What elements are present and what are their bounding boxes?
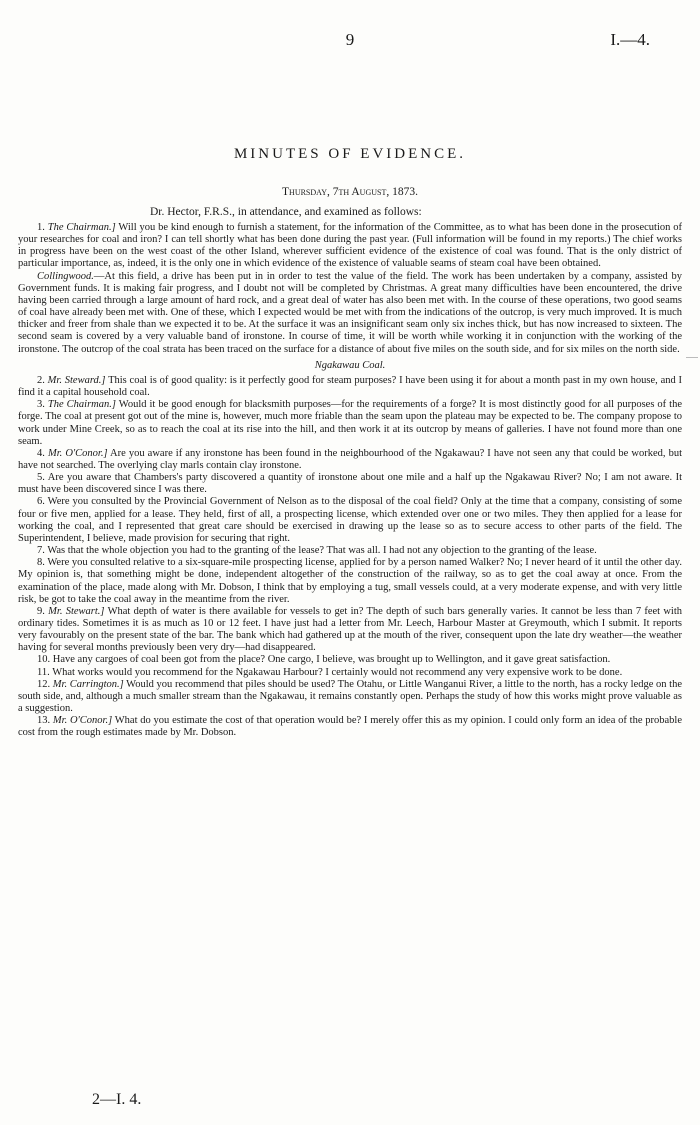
question-number: 7. <box>37 545 45 557</box>
page-title: MINUTES OF EVIDENCE. <box>233 146 467 162</box>
question-number: 5. <box>37 472 45 484</box>
speaker-name: The Chairman.] <box>47 222 116 233</box>
footer-signature: 2—I. 4. <box>92 1091 142 1108</box>
question-number: 10. <box>37 654 51 666</box>
witness-line: Dr. Hector, F.R.S., in attendance, and examined as follows: <box>150 206 422 218</box>
question-number: 9. <box>37 605 45 617</box>
section-heading: Ngakawau Coal. <box>314 359 386 371</box>
evidence-paragraph <box>18 679 682 715</box>
question-number: 11. <box>37 666 50 678</box>
evidence-paragraph <box>18 545 682 557</box>
evidence-paragraph <box>18 472 682 496</box>
paragraph-text: Were you consulted relative to a six-square-mile prospecting license, applied for by a person named Walker? No; I never heard of it until the other day. My opinion is, that something might be done, independent altogether of the construction of the railway, so as to get the coal away at once. From the examination of the place, made along with Mr. Dobson, I think that by employing a tug, small vessels could, at a very moderate expense, and with very little risk, be got to take the coal away in the meantime from the river. <box>18 557 682 605</box>
page-reference: I.—4. <box>610 30 650 49</box>
speaker-name: Collingwood. <box>37 270 94 282</box>
sitting-date: Thursday, 7th August, 1873. <box>282 186 418 198</box>
evidence-paragraph <box>18 222 682 271</box>
speaker-name: Mr. Carrington.] <box>52 678 124 690</box>
evidence-body <box>18 222 682 740</box>
speaker-name: Mr. O'Conor.] <box>52 715 113 727</box>
speaker-name: Mr. Stewart.] <box>48 605 105 617</box>
evidence-paragraph <box>18 496 682 545</box>
paragraph-text: Was that the whole objection you had to the granting of the lease? That was all. I had not any objection to the granting of the lease. <box>47 545 597 557</box>
evidence-paragraph <box>18 606 682 655</box>
question-number: 6. <box>37 496 45 508</box>
evidence-paragraph <box>18 448 682 472</box>
paragraph-text: What depth of water is there available for vessels to get in? The depth of such bars generally varies. It cannot be less than 7 feet with ordinary tides. Sometimes it is as much as 10 or 12 feet. I have just had a letter from Mr. Leech, Harbour Master at Greymouth, which I submit. It reports very favourably on the present state of the bar. The bank which had gathered up at the mouth of the river, consequent upon the late dry weather—the weather having for several months previously been very dry—had disappeared. <box>18 605 683 654</box>
question-number: 8. <box>37 557 45 569</box>
evidence-paragraph <box>18 271 682 356</box>
paragraph-text: What do you estimate the cost of that operation would be? I merely offer this as my opinion. I could only form an idea of the probable cost from the rough estimates made by Mr. Dobson. <box>18 715 682 739</box>
speaker-name: Mr. O'Conor.] <box>47 447 108 459</box>
paragraph-text: Have any cargoes of coal been got from the place? One cargo, I believe, was brought up to Wellington, and it gave great satisfaction. <box>52 654 611 666</box>
evidence-paragraph <box>18 557 682 606</box>
question-number: 2. <box>37 374 45 386</box>
evidence-paragraph <box>18 375 682 399</box>
paragraph-text: This coal is of good quality: is it perfectly good for steam purposes? I have been using it for about a month past in my own house, and I find it a capital household coal. <box>18 374 683 399</box>
paragraph-text: Were you consulted by the Provincial Government of Nelson as to the disposal of the coal field? Only at the time that a company, consisting of some four or five men, applied for a lease. They held, first of all, a prospecting license, which extended over one or two miles. They then applied for a lease for working the coal, and I represented that great care should be exercised in drawing up the lease so as to secure access to other parts of the field. The Superintendent, I believe, made provision for securing that right. <box>18 496 682 544</box>
paragraph-text: Are you aware that Chambers's party discovered a quantity of ironstone about one mile and a half up the Ngakawau River? No; I am not aware. It must have been discovered since I was there. <box>18 472 683 496</box>
speaker-name: The Chairman.] <box>47 399 116 411</box>
evidence-paragraph <box>18 654 682 666</box>
evidence-paragraph <box>18 667 682 679</box>
speaker-name: Mr. Steward.] <box>47 374 106 386</box>
question-number: 4. <box>37 447 45 459</box>
paragraph-text: Would you recommend that piles should be used? The Otahu, or Little Wanganui River, a little to the north, has a rocky ledge on the south side, and, although a much smaller stream than the Ngakawau, it remains constantly open. Perhaps the study of how this works might prove valuable as a suggestion. <box>18 678 683 715</box>
paragraph-text: Are you aware if any ironstone has been found in the neighbourhood of the Ngakawau? I have not seen any that could be worked, but have not searched. The overlying clay marls contain clay ironstone. <box>18 447 683 471</box>
evidence-paragraph <box>18 715 682 739</box>
paragraph-text: Would it be good enough for blacksmith purposes—for the requirements of a forge? It is most distinctly good for all purposes of the forge. The coal at present got out of the mine is, however, much more friable than the seam upon the plateau may be expected to be. The company propose to work under Mine Creek, so as to reach the coal at its rise into the hill, and then work it at its outcrop by means of galleries. I have not found more than one seam. <box>18 399 682 447</box>
page-number: 9 <box>345 30 355 49</box>
question-number: 12. <box>37 678 51 690</box>
evidence-paragraph <box>18 399 682 448</box>
question-number: 13. <box>37 715 51 727</box>
margin-mark <box>686 357 698 358</box>
paragraph-text: Will you be kind enough to furnish a statement, for the information of the Committee, as to what has been done in the prosecution of your researches for coal and iron? I can tell shortly what has been done during the past year. (Full information will be found in my reports.) The chief works in progress have been on the west coast of the other Island, wherever sufficient evidence of the existence of coal was found. That is the only district of particular importance, as, indeed, it is the only one in which evidence of the existence of valuable seams of steam coal have been obtained. <box>18 222 683 270</box>
question-number: 1. <box>37 222 45 233</box>
paragraph-text: What works would you recommend for the Ngakawau Harbour? I certainly would not recommend any very expensive work to be done. <box>52 666 623 678</box>
question-number: 3. <box>37 399 45 411</box>
paragraph-text: —At this field, a drive has been put in in order to test the value of the field. The work has been undertaken by a company, assisted by Government funds. It is making fair progress, and I doubt not will be completed by Christmas. A great many difficulties have been encountered, the drive having been carried through a large amount of hard rock, and a great deal of water has also been met with. In the course of these operations, two good seams of coal have already been met with. One of these, which I expected would be met with from the indications of the outcrop, is very much improved. It is much thicker and freer from shale than we expected it to be. At the surface it was an insignificant seam only six inches thick, but has now increased to sixteen. The second seam is covered by a very valuable band of ironstone. In course of time, it will be worth while working it in conjunction with the working of the ironstone. The outcrop of the coal strata has been traced on the surface for a distance of about five miles on the south side, and for six miles on the north side. <box>18 270 682 355</box>
